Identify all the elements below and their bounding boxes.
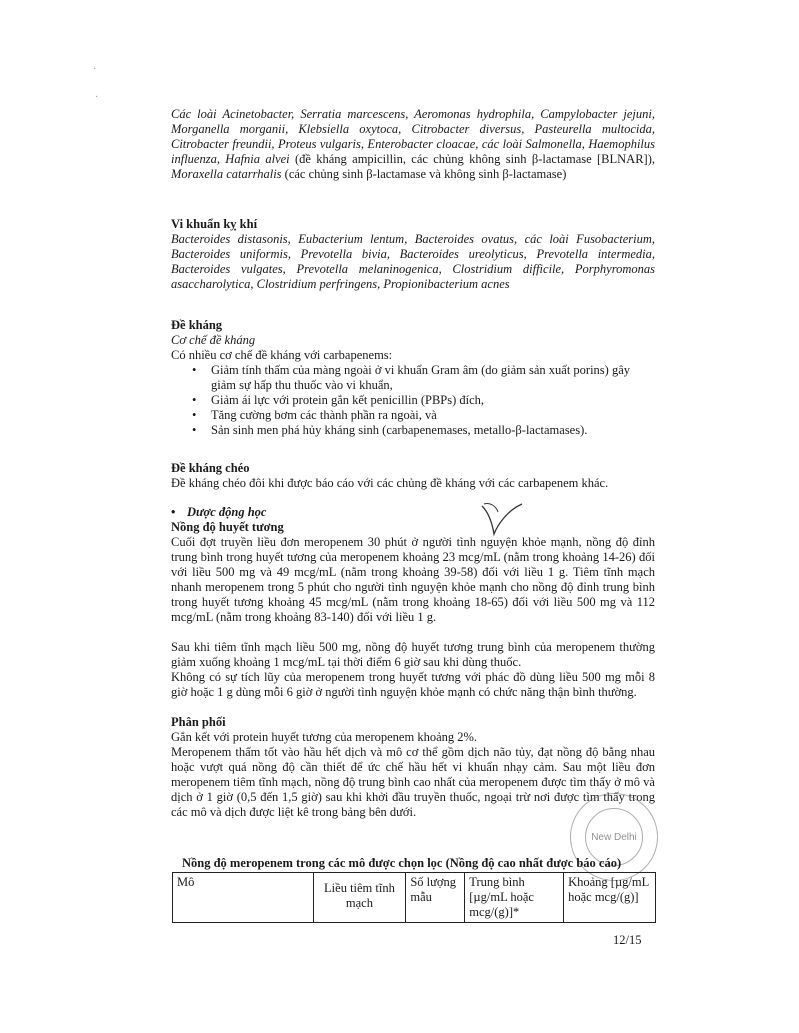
list-item: • Giảm ái lực với protein gắn kết penicillin (PBPs) đích,: [171, 393, 655, 408]
pharmacokinetics-section: [171, 505, 655, 820]
text-segment: (các chủng sinh β-lactamase và không sinh β-lactamase): [281, 167, 567, 181]
anaerobes-heading: Vi khuẩn kỵ khí: [171, 217, 258, 231]
column-header: Liều tiêm tĩnh mạch: [313, 873, 406, 923]
distribution-heading: Phân phối: [171, 715, 226, 729]
distribution-paragraph-2: Meropenem thấm tốt vào hầu hết dịch và mô cơ thể gồm dịch não tủy, đạt nồng độ bằng nhau hoặc vượt quá nồng độ cần thiết để ức chế hầu hết vi khuẩn nhạy cảm. Sau một liều đơn meropenem tiêm tĩnh mạch, nồng độ trung bình cao nhất của meropenem được tìm thấy ở mô và dịch ở 1 giờ (0,5 đến 1,5 giờ) sau khi khởi đầu truyền thuốc, ngoại trừ nơi được tìm thấy trong các mô và dịch được liệt kê trong bảng bên dưới.: [171, 745, 655, 819]
cross-resistance-section: [171, 461, 655, 491]
anaerobes-list: Bacteroides distasonis, Eubacterium lentum, Bacteroides ovatus, các loài Fusobacterium, Bacteroides uniformis, Prevotella bivia, Bacteroides ureolyticus, Prevotella intermedia, Bacteroides vulgates, Prevotella melaninogenica, Clostridium difficile, Porphyromonas asaccharolytica, Clostridium perfringens, Propionibacterium acnes: [171, 232, 655, 291]
column-header: Số lượng mẫu: [406, 873, 465, 923]
plasma-heading: Nồng độ huyết tương: [171, 520, 284, 534]
scan-dot: ·: [93, 64, 97, 75]
plasma-paragraph-3: Không có sự tích lũy của meropenem trong huyết tương với phác đồ dùng liều 500 mg mỗi 8 giờ hoặc 1 g dùng mỗi 6 giờ ở người tình nguyện khỏe mạnh có chức năng thận bình thường.: [171, 670, 655, 699]
organism-list-text: [171, 107, 655, 182]
signature-mark: [478, 500, 528, 542]
plasma-paragraph-1: Cuối đợt truyền liều đơn meropenem 30 phút ở người tình nguyện khỏe mạnh, nồng độ đỉnh trung bình trong huyết tương của meropenem khoảng 23 mcg/mL (nằm trong khoảng 14-26) đối với liều 500 mg và 49 mcg/mL (nằm trong khoảng 39-58) đối với liều 1 g. Tiêm tĩnh mạch nhanh meropenem trong 5 phút cho người tình nguyện khỏe mạnh cho nồng độ đỉnh trung bình trong huyết tương khoảng 45 mcg/mL (nằm trong khoảng 18-65) đối với liều 500 mg và 112 mcg/mL (nằm trong khoảng 83-140) đối với liều 1 g.: [171, 535, 655, 624]
column-header: Mô: [173, 873, 314, 923]
text-segment: (đề kháng ampicillin, các chủng không sinh β-lactamase [BLNAR]),: [289, 152, 655, 166]
page-number: 12/15: [613, 933, 642, 947]
anaerobes-section: [171, 217, 655, 292]
cross-resistance-text: Đề kháng chéo đôi khi được báo cáo với các chủng đề kháng với các carbapenem khác.: [171, 476, 609, 490]
text-segment: Các loài Acinetobacter, Serratia marcescens, Aeromonas hydrophila, Campylobacter jejuni, Morganella morganii, Klebsiella oxytoca, Citrobacter diversus, Pasteurella multocida, Citrobacter freundii, Proteus vulgaris, Enterobacter cloacae, các loài Salmonella, Haemophilus influenza, Hafnia alvei: [171, 107, 655, 166]
resistance-mechanism-list: [171, 363, 655, 438]
column-header: Khoảng [µg/mL hoặc mcg/(g)]: [564, 873, 656, 923]
stamp-city: New Delhi: [591, 832, 637, 843]
text-segment: Moraxella catarrhalis: [171, 167, 282, 181]
pk-title: [171, 505, 655, 520]
tissue-concentration-table: [172, 872, 656, 923]
pk-title-text: Dược động học: [187, 505, 267, 519]
aerobic-organisms-paragraph: [171, 107, 655, 182]
list-item: • Sản sinh men phá hủy kháng sinh (carbapenemases, metallo-β-lactamases).: [171, 423, 655, 438]
table-header-row: [173, 873, 656, 923]
column-header: Trung bình [µg/mL hoặc mcg/(g)]*: [465, 873, 564, 923]
list-item: • Giảm tính thấm của màng ngoài ở vi khuẩn Gram âm (do giảm sản xuất porins) gây giảm sự hấp thu thuốc vào vi khuẩn,: [171, 363, 655, 393]
plasma-paragraph-2: Sau khi tiêm tĩnh mạch liều 500 mg, nồng độ huyết tương trung bình của meropenem thường giảm xuống khoảng 1 mcg/mL tại thời điểm 6 giờ sau khi dùng thuốc.: [171, 640, 655, 669]
list-item: • Tăng cường bơm các thành phần ra ngoài, và: [171, 408, 655, 423]
table-caption: Nồng độ meropenem trong các mô được chọn lọc (Nồng độ cao nhất được báo cáo): [182, 856, 622, 870]
resistance-heading: Đề kháng: [171, 318, 223, 332]
scan-dot: ·: [95, 92, 99, 103]
resistance-intro: Có nhiều cơ chế đề kháng với carbapenems:: [171, 348, 393, 362]
cross-resistance-heading: Đề kháng chéo: [171, 461, 250, 475]
resistance-subheading: Cơ chế đề kháng: [171, 333, 256, 347]
bullet-icon: •: [171, 505, 176, 519]
resistance-section: [171, 318, 655, 438]
distribution-paragraph-1: Gắn kết với protein huyết tương của meropenem khoảng 2%.: [171, 730, 478, 744]
